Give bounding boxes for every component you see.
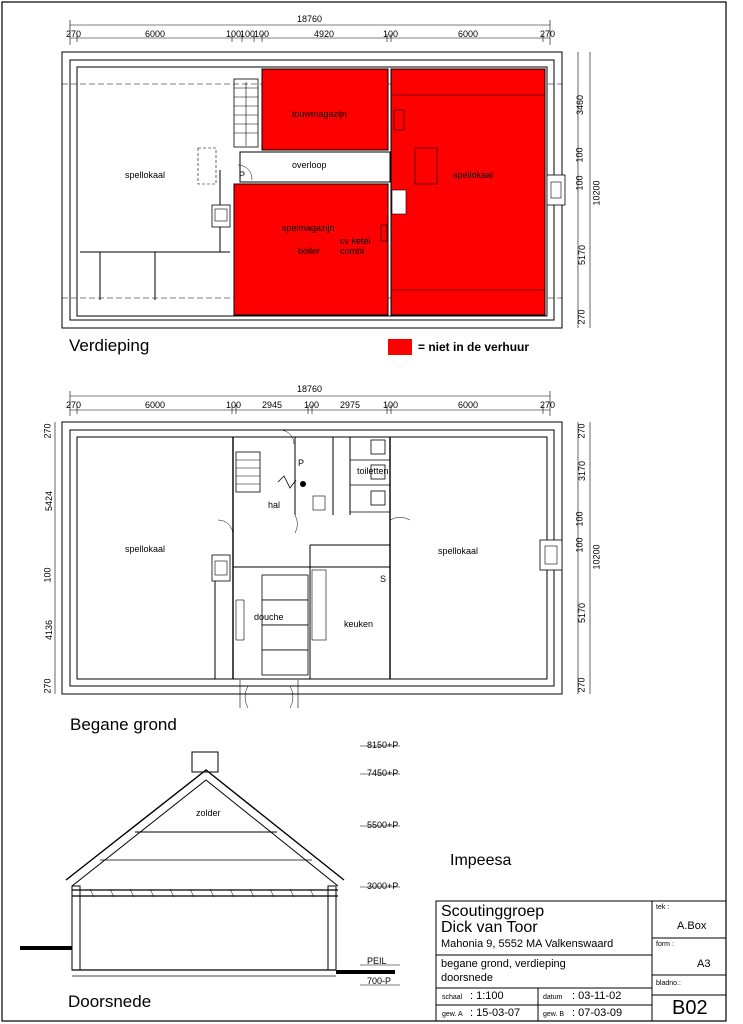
level-700: 700-P xyxy=(367,976,392,986)
upper-dim-5: 100 xyxy=(254,29,270,39)
section-drawing xyxy=(20,746,400,985)
ground-dim-overall: 18760 xyxy=(297,384,323,394)
tb-schaal: : 1:100 xyxy=(470,990,504,1002)
tb-blad: B02 xyxy=(672,997,708,1019)
ground-dim-right-1: 270 xyxy=(576,423,587,439)
upper-dim-overall: 18760 xyxy=(297,14,323,24)
ground-floor-title: Begane grond xyxy=(70,715,177,734)
upper-dim-right-2: 100 xyxy=(574,147,585,163)
upper-room-cv-ketel: cv ketel xyxy=(340,236,371,246)
legend-swatch xyxy=(388,339,412,355)
upper-dim-9: 270 xyxy=(540,29,556,39)
ground-room-toiletten: toiletten xyxy=(357,466,389,476)
level-peil: PEIL xyxy=(367,956,387,966)
ground-dim-right-2: 3170 xyxy=(577,460,588,482)
ground-dim-left-3: 100 xyxy=(42,567,53,583)
upper-room-touwmagazijn: touwmagazijn xyxy=(292,109,348,119)
upper-dim-2: 6000 xyxy=(145,29,166,39)
upper-dim-4: 100 xyxy=(240,29,256,39)
ground-dim-3: 100 xyxy=(226,400,242,410)
legend-text: = niet in de verhuur xyxy=(418,340,530,354)
ground-dim-4: 2945 xyxy=(262,400,283,410)
ground-dim-overall-right: 10200 xyxy=(591,544,602,570)
level-5500: 5500+P xyxy=(367,820,399,830)
tb-address: Mahonia 9, 5552 MA Valkenswaard xyxy=(441,938,614,950)
tb-gewB: : 07-03-09 xyxy=(572,1007,623,1019)
ground-s-mark: S xyxy=(380,574,387,584)
tb-subject-2: doorsnede xyxy=(441,972,493,984)
upper-room-spellokaal-right: spellokaal xyxy=(453,170,494,180)
tb-org-line2: Dick van Toor xyxy=(441,919,538,936)
tb-form: A3 xyxy=(697,958,711,970)
ground-dim-right-4: 100 xyxy=(574,537,585,553)
ground-dim-2: 6000 xyxy=(145,400,166,410)
upper-dim-right-3: 100 xyxy=(574,175,585,191)
tb-tek-label: tek : xyxy=(656,904,670,911)
ground-dim-left-2: 5424 xyxy=(44,490,55,512)
tb-subject-1: begane grond, verdieping xyxy=(441,958,566,970)
upper-room-spellokaal-left: spellokaal xyxy=(125,170,166,180)
upper-stair-p: P xyxy=(239,170,246,180)
ground-dim-8: 6000 xyxy=(458,400,479,410)
ground-dim-left-4: 4136 xyxy=(44,619,55,641)
ground-dim-left-1: 270 xyxy=(42,423,53,439)
ground-room-spellokaal-right: spellokaal xyxy=(438,546,479,556)
upper-room-overloop: overloop xyxy=(292,160,327,170)
ground-stair-p: P xyxy=(298,458,305,468)
level-7450: 7450+P xyxy=(367,768,399,778)
tb-schaal-label: schaal xyxy=(442,994,463,1001)
upper-dim-3: 100 xyxy=(226,29,242,39)
upper-dim-8: 6000 xyxy=(458,29,479,39)
ground-dim-right-3: 100 xyxy=(574,511,585,527)
upper-room-spelmagazijn: spelmagazijn xyxy=(282,223,335,233)
upper-dim-7: 100 xyxy=(383,29,399,39)
section-room-zolder: zolder xyxy=(196,808,221,818)
ground-room-hal: hal xyxy=(268,500,281,510)
upper-dim-1: 270 xyxy=(66,29,82,39)
project-name: Impeesa xyxy=(450,852,512,869)
level-8150: 8150+P xyxy=(367,740,399,750)
tb-gewB-label: gew. B xyxy=(543,1011,565,1018)
tb-datum: : 03-11-02 xyxy=(572,990,622,1002)
section-title: Doorsnede xyxy=(68,992,152,1011)
ground-dim-9: 270 xyxy=(540,400,556,410)
tb-tek: A.Box xyxy=(677,920,707,932)
tb-datum-label: datum xyxy=(543,994,563,1001)
ground-dim-right-6: 270 xyxy=(576,677,587,693)
ground-room-douche: douche xyxy=(254,612,284,622)
tb-form-label: form : xyxy=(656,941,674,948)
level-3000: 3000+P xyxy=(367,881,399,891)
upper-room-combi: combi xyxy=(340,246,365,256)
upper-dim-overall-right: 10200 xyxy=(591,180,602,206)
tb-blad-label: bladno.: xyxy=(656,980,681,987)
tb-gewA-label: gew. A xyxy=(442,1011,463,1018)
upper-dim-right-5: 270 xyxy=(576,309,587,325)
upper-dim-right-4: 5170 xyxy=(577,244,588,266)
upper-room-boiler: boiler xyxy=(298,246,321,256)
ground-dim-6: 2975 xyxy=(340,400,361,410)
ground-dim-7: 100 xyxy=(383,400,399,410)
ground-dim-right-5: 5170 xyxy=(577,602,588,624)
tb-gewA: : 15-03-07 xyxy=(470,1007,521,1019)
ground-dim-5: 100 xyxy=(304,400,320,410)
ground-room-spellokaal-left: spellokaal xyxy=(125,544,166,554)
ground-dim-1: 270 xyxy=(66,400,82,410)
ground-dim-left-5: 270 xyxy=(42,678,53,694)
ground-room-keuken: keuken xyxy=(344,619,374,629)
upper-dim-right-1: 3460 xyxy=(575,94,586,116)
upper-dim-6: 4920 xyxy=(314,29,335,39)
upper-floor-title: Verdieping xyxy=(69,336,150,355)
tb-org-line1: Scoutinggroep xyxy=(441,903,545,920)
